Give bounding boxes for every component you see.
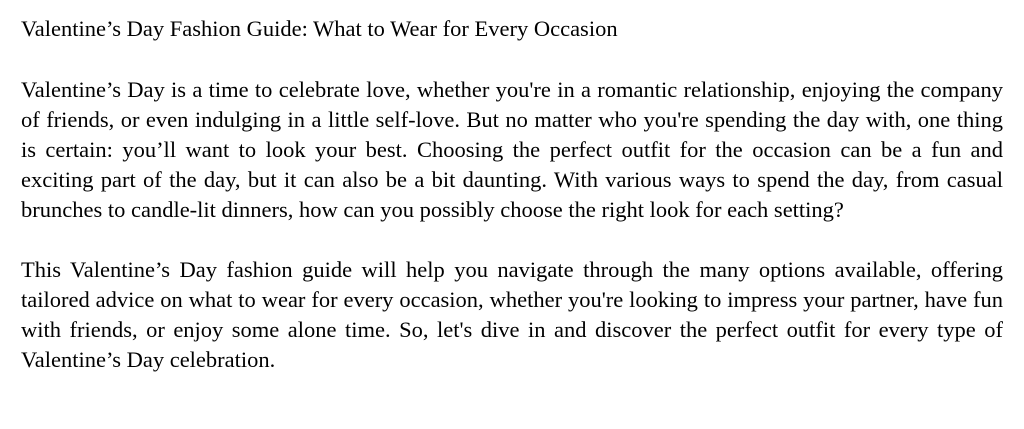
guide-overview-paragraph: This Valentine’s Day fashion guide will help you navigate through the many options available, offering tailored advice on what to wear for every occasion, whether you're looking to impress your partner, have fun with friends, or enjoy some alone time. So, let's dive in and discover the perfect outfit for every type of Valentine’s Day celebration. (21, 257, 1003, 372)
document-title: Valentine’s Day Fashion Guide: What to Wear for Every Occasion (21, 16, 618, 41)
paragraph-spacer (21, 44, 1003, 75)
intro-paragraph: Valentine’s Day is a time to celebrate love, whether you're in a romantic relationship, enjoying the company of friends, or even indulging in a little self-love. But no matter who you're spending the day with, one thing is certain: you’ll want to look your best. Choosing the perfect outfit for the occasion can be a fun and exciting part of the day, but it can also be a bit daunting. With various ways to spend the day, from casual brunches to candle-lit dinners, how can you possibly choose the right look for each setting? (21, 77, 1003, 222)
document-body (21, 14, 1003, 375)
paragraph-spacer (21, 225, 1003, 255)
